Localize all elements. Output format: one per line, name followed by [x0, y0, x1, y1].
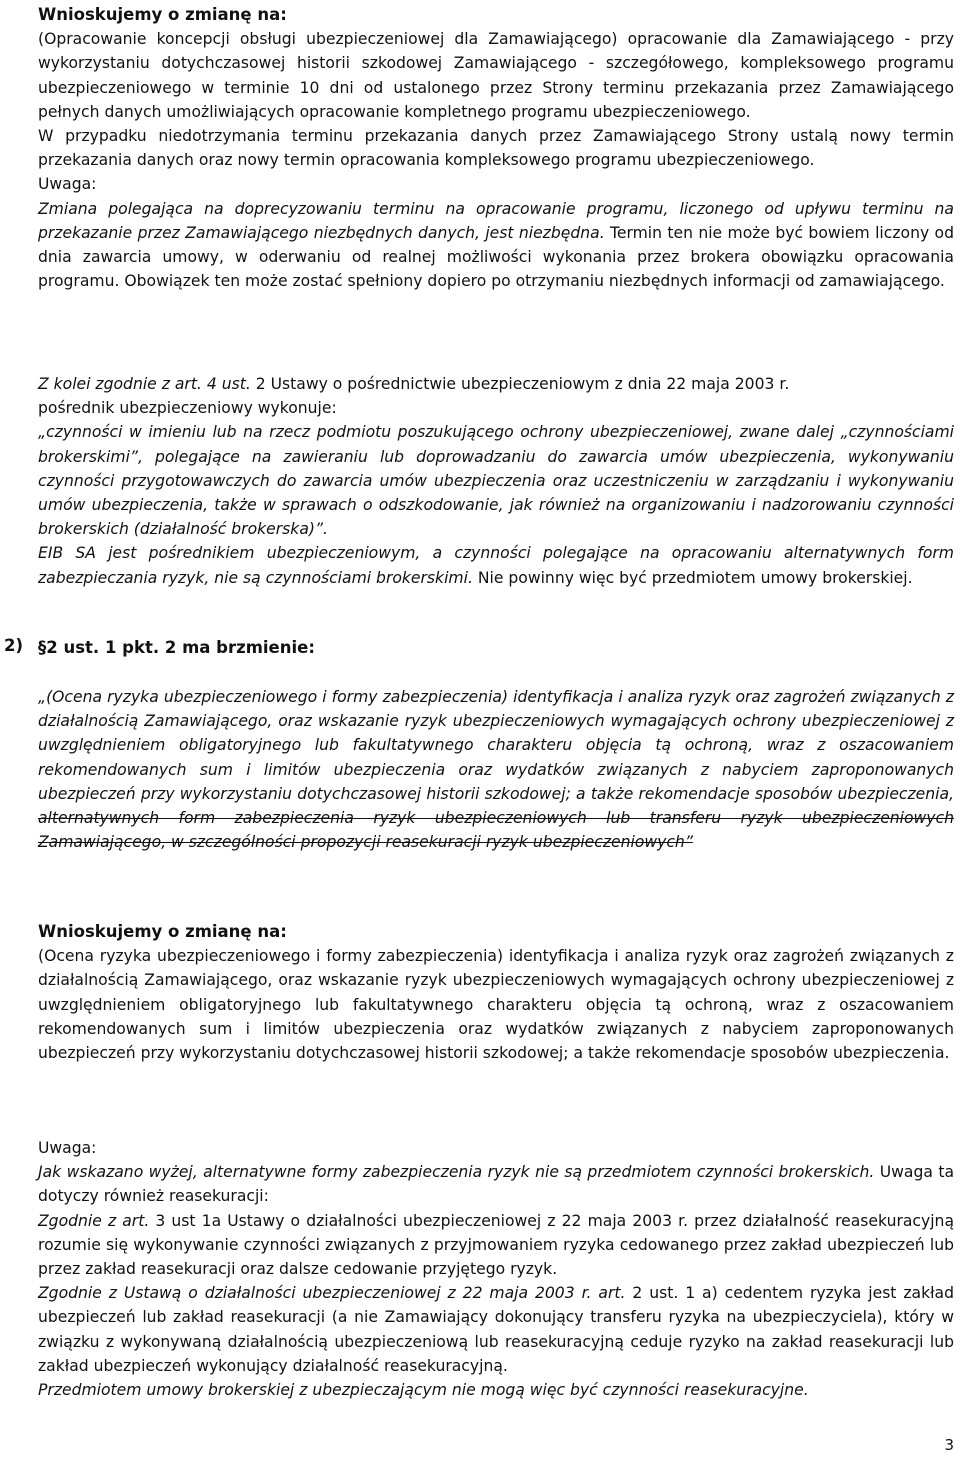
page-number: 3 [944, 1436, 954, 1454]
note-italic-text: Jak wskazano wyżej, alternatywne formy zabezpieczenia ryzyk nie są przedmiotem czynności brokerskich. [38, 1163, 875, 1182]
note-label: Uwaga: [38, 175, 97, 194]
note-text: Termin ten nie może być bowiem liczony od dnia zawarcia umowy, w oderwaniu od realnej możliwości wykonania przez brokera obowiązku opracowania programu. Obowiązek ten może zostać spełniony dopiero po otrzymaniu niezbędnych informacji od zamawiającego. [38, 223, 954, 291]
legal-quote: „czynności w imieniu lub na rzecz podmiotu poszukującego ochrony ubezpieczeniowej, zwane dalej „czynnościami brokerskimi”, polegające na zawieraniu lub doprowadzaniu do zawarcia umów ubezpieczenia, wykonywaniu czynności przygotowawczych do zawarcia umów ubezpieczenia oraz uczestniczeniu w zarządzaniu i wykonywaniu umów ubezpieczenia, także w sprawach o odszkodowanie, jak również na organizowaniu i nadzorowaniu czynności brokerskich (działalność brokerska)”. [38, 423, 954, 539]
section-heading: Wnioskujemy o zmianę na: [38, 5, 287, 24]
item-heading-ref: §2 ust. 1 pkt. [38, 638, 160, 657]
legal-reference [38, 372, 954, 396]
body-paragraph: (Ocena ryzyka ubezpieczeniowego i formy zabezpieczenia) identyfikacja i analiza ryzyk oraz zagrożeń związanych z działalnością Zamawiającego, oraz wskazanie ryzyk ubezpieczeniowych wymagających ochrony ubezpieczeniowej z uwzględnieniem obligatoryjnego lub fakultatywnego charakteru objęcia tą ochroną, wraz z oszacowaniem rekomendowanych sum i limitów ubezpieczenia oraz wydatków związanych z nabyciem zaproponowanych ubezpieczeń przy wykorzystaniu dotychczasowej historii szkodowej; a także rekomendacje sposobów ubezpieczenia. [38, 947, 954, 1063]
legal-italic-text: Zgodnie z art. [38, 1211, 150, 1230]
note-label: Uwaga: [38, 1139, 97, 1157]
section-d [38, 1136, 954, 1402]
item-heading-text: 2 ma brzmienie: [159, 638, 315, 657]
section-heading: Wnioskujemy o zmianę na: [38, 922, 287, 941]
item-heading [38, 636, 954, 660]
conclusion-paragraph: Przedmiotem umowy brokerskiej z ubezpieczającym nie mogą więc być czynności reasekuracyjne. [38, 1381, 809, 1400]
legal-text: 3 ust 1a Ustawy o działalności ubezpieczeniowej z 22 maja 2003 r. przez działalność reasekuracyjną rozumie się wykonywanie czynności związanych z przyjmowaniem ryzyka cedowanego przez zakład ubezpieczeń lub przez zakład reasekuracji oraz dalsze cedowanie przyjętego ryzyk. [38, 1211, 954, 1279]
legal-text: 2 ust. 1 a) cedentem ryzyka jest zakład ubezpieczeń lub zakład reasekuracji (a nie Zamawiający dokonujący transferu ryzyka na ubezpieczyciela), który w związku z wykonywaną działalnością ubezpieczeniową lub reasekuracyjną ceduje ryzyko na zakład reasekuracji lub zakład ubezpieczeń wykonujący działalność reasekuracyjną. [38, 1284, 955, 1375]
quote-text: „(Ocena ryzyka ubezpieczeniowego i formy zabezpieczenia) identyfikacja i analiza ryzyk oraz zagrożeń związanych z działalnością Zamawiającego, oraz wskazanie ryzyk ubezpieczeniowych wymagających ochrony ubezpieczeniowej z uwzględnieniem obligatoryjnego lub fakultatywnego charakteru objęcia tą ochroną, wraz z oszacowaniem rekomendowanych sum i limitów ubezpieczenia oraz wydatków związanych z nabyciem zaproponowanych ubezpieczeń przy wykorzystaniu dotychczasowej historii szkodowej; a także rekomendacje sposobów ubezpieczenia, [38, 688, 954, 803]
current-wording-quote [38, 685, 954, 854]
legal-italic-text: Zgodnie z Ustawą o działalności ubezpieczeniowej z 22 maja 2003 r. art. [38, 1284, 626, 1303]
section-b [38, 372, 954, 590]
eib-italic-text: EIB SA jest pośrednikiem ubezpieczeniowym, a czynności polegające na opracowaniu alternatywnych form zabezpieczania ryzyk, nie są czynnościami brokerskimi. [38, 544, 954, 587]
item-2 [38, 636, 954, 660]
section-a [38, 3, 954, 293]
legal-reference-italic: Z kolei zgodnie z art. 4 ust. [38, 375, 251, 393]
note-italic-text: Zmiana polegająca na doprecyzowaniu terminu na opracowanie programu, liczonego od upływu terminu na przekazanie przez Zamawiającego niezbędnych danych, jest niezbędna. [38, 199, 954, 242]
section-c [38, 920, 954, 1065]
legal-paragraph [38, 1281, 954, 1378]
note-text: Uwaga ta dotyczy również reasekuracji: [38, 1163, 955, 1206]
struck-text: alternatywnych form zabezpieczenia ryzyk ubezpieczeniowych lub transferu ryzyk ubezpieczeniowych Zamawiającego, w szczególności propozycji reasekuracji ryzyk ubezpieczeniowych” [38, 809, 954, 852]
legal-reference-line: pośrednik ubezpieczeniowy wykonuje: [38, 399, 337, 418]
body-paragraph: W przypadku niedotrzymania terminu przekazania danych przez Zamawiającego Strony ustalą nowy termin przekazania danych oraz nowy termin opracowania kompleksowego programu ubezpieczeniowego. [38, 127, 954, 170]
note-paragraph [38, 197, 954, 294]
item-number: 2) [4, 636, 24, 655]
eib-paragraph [38, 541, 954, 589]
body-paragraph: (Opracowanie koncepcji obsługi ubezpieczeniowej dla Zamawiającego) opracowanie dla Zamawiającego - przy wykorzystaniu dotychczasowej historii szkodowej Zamawiającego - szczegółowego, kompleksowego programu ubezpieczeniowego w terminie 10 dni od ustalonego przez Strony terminu przekazania przez Zamawiającego pełnych danych umożliwiających opracowanie kompletnego programu ubezpieczeniowego. [38, 30, 954, 121]
note-paragraph [38, 1160, 954, 1208]
legal-reference-text: 2 Ustawy o pośrednictwie ubezpieczeniowym z dnia 22 maja 2003 r. [250, 375, 790, 393]
eib-text: Nie powinny więc być przedmiotem umowy brokerskiej. [472, 568, 913, 587]
legal-paragraph [38, 1209, 954, 1282]
